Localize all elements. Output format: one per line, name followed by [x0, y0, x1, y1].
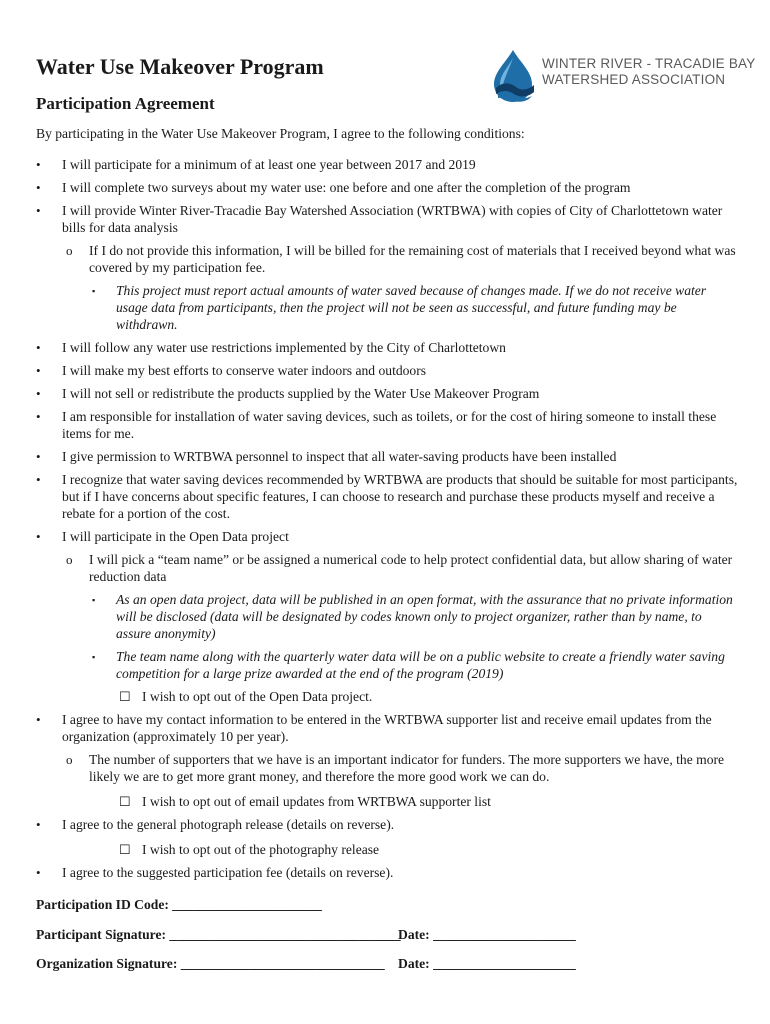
- list-item: [0, 408, 770, 442]
- opt-out-open-data-label: I wish to opt out of the Open Data project.: [142, 689, 373, 704]
- opt-out-open-data-checkbox[interactable]: ☐: [119, 689, 131, 704]
- document-subtitle: Participation Agreement: [36, 94, 215, 113]
- logo-line-1: WINTER RIVER - TRACADIE BAY: [542, 56, 756, 71]
- list-item: [0, 471, 770, 522]
- list-item: [0, 816, 770, 833]
- note-item: [0, 648, 770, 682]
- conditions-list: [0, 156, 770, 887]
- participant-date-field[interactable]: Date: _____________________: [398, 927, 576, 942]
- bullet-marker: •: [36, 157, 41, 172]
- list-item-text: I will complete two surveys about my water use: one before and one after the completion of the program: [62, 180, 631, 195]
- list-item: [0, 385, 770, 402]
- bullet-marker: •: [36, 472, 41, 487]
- list-item-text: I give permission to WRTBWA personnel to inspect that all water-saving products have been installed: [62, 449, 617, 464]
- list-item: [0, 179, 770, 196]
- list-item-text: The number of supporters that we have is an important indicator for funders. The more supporters we have, the more likely we are to get more grant money, and therefore the more good work we can do.: [89, 752, 725, 784]
- opt-out-open-data[interactable]: [0, 688, 770, 705]
- square-bullet-marker: ▪: [92, 595, 96, 605]
- bullet-marker: •: [36, 203, 41, 218]
- list-item-text: I will not sell or redistribute the products supplied by the Water Use Makeover Program: [62, 386, 540, 401]
- sub-bullet-marker: o: [66, 243, 73, 258]
- bullet-marker: •: [36, 817, 41, 832]
- list-item: [0, 448, 770, 465]
- list-item-text: I will pick a “team name” or be assigned a numerical code to help protect confidential data, but allow sharing of water reduction data: [89, 552, 733, 584]
- bullet-marker: •: [36, 449, 41, 464]
- logo-line-2: WATERSHED ASSOCIATION: [542, 72, 726, 87]
- list-item: [0, 864, 770, 881]
- intro-text: By participating in the Water Use Makeover Program, I agree to the following conditions:: [36, 126, 525, 141]
- opt-out-email[interactable]: [0, 793, 770, 810]
- sub-list-item: [0, 751, 770, 785]
- bullet-marker: •: [36, 865, 41, 880]
- opt-out-photography[interactable]: [0, 841, 770, 858]
- bullet-marker: •: [36, 180, 41, 195]
- list-item-text: I will provide Winter River-Tracadie Bay Watershed Association (WRTBWA) with copies of City of Charlottetown water bills for data analysis: [62, 203, 723, 235]
- bullet-marker: •: [36, 386, 41, 401]
- square-bullet-marker: ▪: [92, 286, 96, 296]
- organization-date-field[interactable]: Date: _____________________: [398, 956, 576, 971]
- square-bullet-marker: ▪: [92, 652, 96, 662]
- bullet-marker: •: [36, 340, 41, 355]
- note-text: This project must report actual amounts of water saved because of changes made. If we do not receive water usage data from participants, then the project will not be seen as successful, and future funding may be withdrawn.: [116, 283, 707, 332]
- list-item-text: I agree to the suggested participation fee (details on reverse).: [62, 865, 394, 880]
- list-item-text: I agree to have my contact information to be entered in the WRTBWA supporter list and receive email updates from the organization (approximately 10 per year).: [62, 712, 712, 744]
- list-item: [0, 156, 770, 173]
- sub-list-item: [0, 551, 770, 585]
- organization-signature-field[interactable]: Organization Signature: ______________________________: [36, 956, 385, 971]
- note-item: [0, 282, 770, 333]
- list-item-text: I recognize that water saving devices recommended by WRTBWA are products that should be suitable for most participants, but if I have concerns about specific features, I can choose to research and purchase these products myself and receive a rebate for a portion of the cost.: [62, 472, 738, 521]
- participation-id-field[interactable]: Participation ID Code: ______________________: [36, 897, 322, 912]
- list-item: [0, 528, 770, 545]
- list-item: [0, 362, 770, 379]
- wrtbwa-logo: [488, 48, 756, 104]
- bullet-marker: •: [36, 712, 41, 727]
- list-item-text: I am responsible for installation of water saving devices, such as toilets, or for the cost of hiring someone to install these items for me.: [62, 409, 717, 441]
- opt-out-email-label: I wish to opt out of email updates from WRTBWA supporter list: [142, 794, 491, 809]
- participant-signature-field[interactable]: Participant Signature: __________________________________: [36, 927, 401, 942]
- list-item-text: I will participate for a minimum of at least one year between 2017 and 2019: [62, 157, 476, 172]
- opt-out-email-checkbox[interactable]: ☐: [119, 794, 131, 809]
- opt-out-photography-checkbox[interactable]: ☐: [119, 842, 131, 857]
- bullet-marker: •: [36, 409, 41, 424]
- note-text: The team name along with the quarterly water data will be on a public website to create a friendly water saving competition for a large prize awarded at the end of the program (2019): [116, 649, 725, 681]
- sub-bullet-marker: o: [66, 552, 73, 567]
- water-drop-wave-icon: [488, 48, 538, 104]
- document-title: Water Use Makeover Program: [36, 54, 324, 79]
- list-item: [0, 339, 770, 356]
- note-text: As an open data project, data will be published in an open format, with the assurance that no private information will be disclosed (data will be designated by codes known only to project organizer, rather than by name, to assure anonymity): [116, 592, 733, 641]
- list-item: [0, 711, 770, 745]
- list-item-text: I will follow any water use restrictions implemented by the City of Charlottetown: [62, 340, 506, 355]
- list-item-text: I will make my best efforts to conserve water indoors and outdoors: [62, 363, 427, 378]
- sub-list-item: [0, 242, 770, 276]
- opt-out-photography-label: I wish to opt out of the photography release: [142, 842, 380, 857]
- bullet-marker: •: [36, 363, 41, 378]
- list-item-text: If I do not provide this information, I will be billed for the remaining cost of materials that I received beyond what was covered by my participation fee.: [89, 243, 736, 275]
- list-item: [0, 202, 770, 236]
- note-item: [0, 591, 770, 642]
- list-item-text: I will participate in the Open Data project: [62, 529, 289, 544]
- logo-text: [542, 56, 755, 88]
- list-item-text: I agree to the general photograph release (details on reverse).: [62, 817, 395, 832]
- sub-bullet-marker: o: [66, 752, 73, 767]
- bullet-marker: •: [36, 529, 41, 544]
